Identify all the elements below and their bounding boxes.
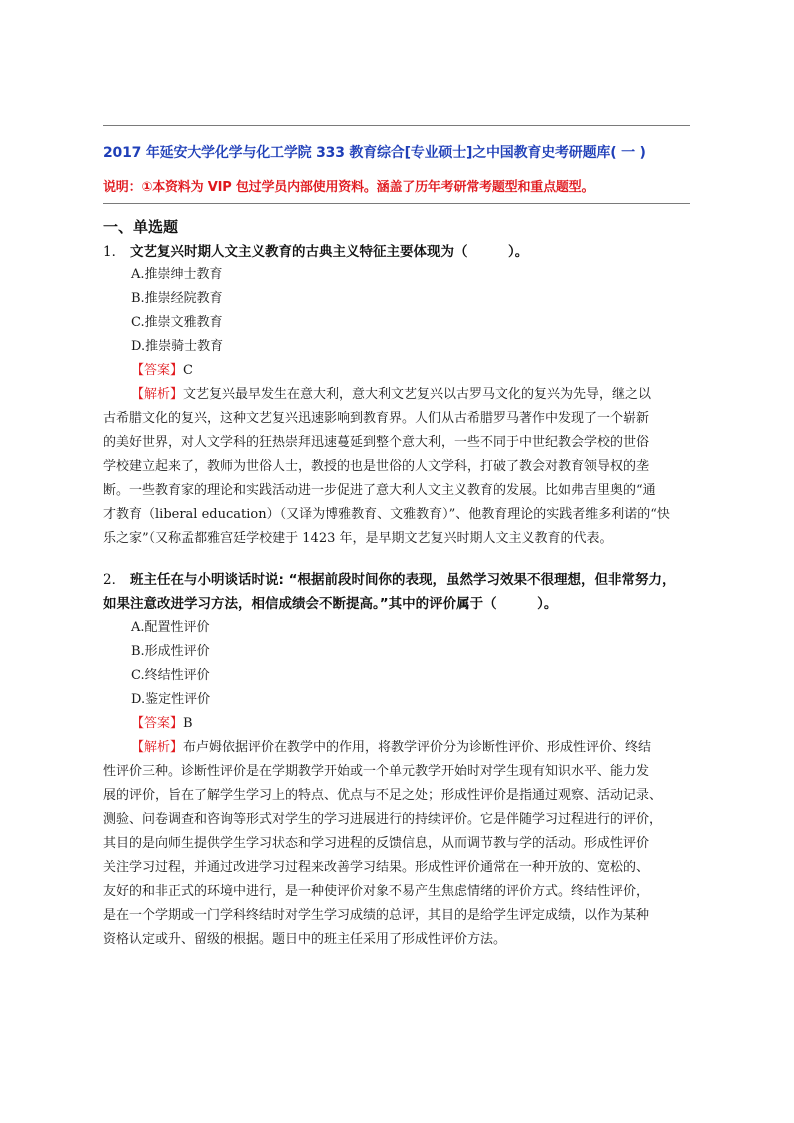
question-2-answer (131, 712, 193, 736)
answer-tag: 【答案】 (131, 716, 184, 731)
question-2-stem (103, 568, 703, 616)
question-1-explanation (103, 383, 693, 551)
explanation-tag: 【解析】 (131, 740, 184, 755)
question-number: 1． (103, 244, 126, 260)
answer-tag: 【答案】 (131, 363, 184, 378)
explanation-line: 才教育（liberal education）（又译为博雅教育、文雅教育）”、他教育理论的实践者维多利诺的“快 (103, 507, 670, 522)
question-2-explanation (103, 736, 693, 952)
explanation-line: 关注学习过程，并通过改进学习过程来改善学习结果。形成性评价通常在一种开放的、宽松的、 (103, 860, 650, 875)
question-2-option-a: A.配置性评价 (131, 620, 210, 635)
explanation-line: 测验、问卷调查和咨询等形式对学生的学习进展进行的持续评价。它是伴随学习过程进行的评价， (103, 812, 663, 827)
question-number: 2． (103, 572, 126, 588)
answer-value: C (183, 363, 193, 378)
explanation-line: 【解析】文艺复兴最早发生在意大利，意大利文艺复兴以古罗马文化的复兴为先导，继之以 (131, 387, 652, 402)
question-1-answer (131, 359, 193, 383)
question-stem-line: 如果注意改进学习方法，相信成绩会不断提高。”其中的评价属于（ ）。 (103, 596, 558, 612)
explanation-line: 古希腊文化的复兴，这种文艺复兴迅速影响到教育界。人们从古希腊罗马著作中发现了一个崭新 (103, 411, 650, 426)
question-1-option-d: D.推崇骑士教育 (131, 339, 224, 354)
document-note: 说明：①本资料为 VIP 包过学员内部使用资料。涵盖了历年考研常考题型和重点题型。 (103, 180, 595, 195)
question-stem-line: 班主任在与小明谈话时说: “根据前段时间你的表现，虽然学习效果不很理想，但非常努力， (130, 572, 676, 588)
top-divider (103, 125, 690, 126)
question-1-option-b: B.推崇经院教育 (131, 291, 223, 306)
explanation-line: 其目的是向师生提供学生学习状态和学习进程的反馈信息，从而调节教与学的活动。形成性评价 (103, 836, 650, 851)
explanation-line: 资格认定或升、留级的根据。题日中的班主任采用了形成性评价方法。 (103, 932, 507, 947)
question-1-option-a: A.推崇绅士教育 (131, 267, 223, 282)
explanation-line: 学校建立起来了，教师为世俗人士，教授的也是世俗的人文学科，打破了教会对教育领导权的垄 (103, 459, 650, 474)
question-2-option-d: D.鉴定性评价 (131, 692, 211, 707)
explanation-line: 展的评价，旨在了解学生学习上的特点、优点与不足之处；形成性评价是指通过观察、活动记录、 (103, 788, 663, 803)
document-title: 2017 年延安大学化学与化工学院 333 教育综合[专业硕士]之中国教育史考研题库( 一 ) (103, 145, 646, 161)
explanation-line: 友好的和非正式的环境中进行，是一种使评价对象不易产生焦虑情绪的评价方式。终结性评价， (103, 884, 650, 899)
question-stem-line: 文艺复兴时期人文主义教育的古典主义特征主要体现为（ ）。 (130, 244, 529, 260)
question-2-option-b: B.形成性评价 (131, 644, 210, 659)
question-2-option-c: C.终结性评价 (131, 668, 210, 683)
explanation-line: 性评价三种。诊断性评价是在学期教学开始或一个单元教学开始时对学生现有知识水平、能力发 (103, 764, 650, 779)
explanation-line: 【解析】布卢姆依据评价在教学中的作用，将教学评价分为诊断性评价、形成性评价、终结 (131, 740, 652, 755)
explanation-line: 是在一个学期或一门学科终结时对学生学习成绩的总评，其目的是给学生评定成绩，以作为某种 (103, 908, 650, 923)
answer-value: B (183, 716, 193, 731)
explanation-line: 断。一些教育家的理论和实践活动进一步促进了意大利人文主义教育的发展。比如弗吉里奥的“通 (103, 483, 656, 498)
explanation-line: 乐之家”（又称孟都雅宫廷学校建于 1423 年，是早期文艺复兴时期人文主义教育的代表。 (103, 531, 613, 546)
question-1-stem (103, 240, 703, 264)
question-1-option-c: C.推崇文雅教育 (131, 315, 223, 330)
section-heading: 一、单选题 (103, 218, 179, 236)
header-divider (103, 203, 690, 204)
explanation-tag: 【解析】 (131, 387, 184, 402)
explanation-line: 的美好世界，对人文学科的狂热崇拜迅速蔓延到整个意大利，一些不同于中世纪教会学校的世俗 (103, 435, 650, 450)
